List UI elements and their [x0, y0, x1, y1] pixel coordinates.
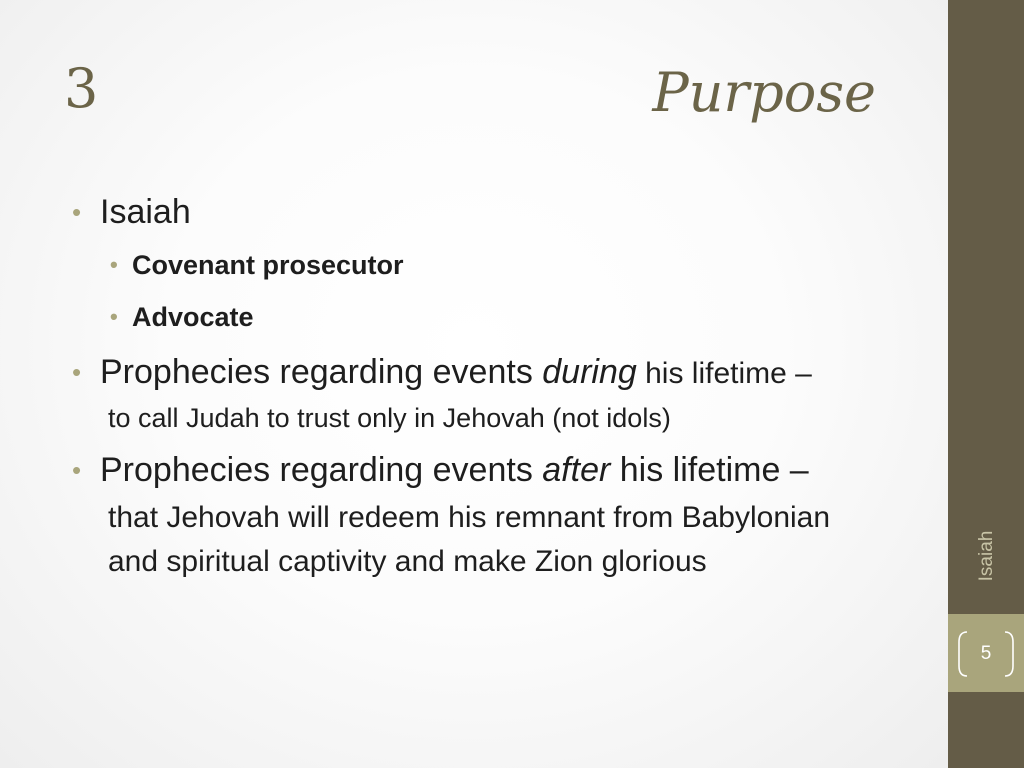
slide-content [72, 190, 902, 596]
bullet-item-isaiah [72, 190, 902, 234]
bullet-item-prophecies-after [72, 448, 902, 492]
bullet-icon: • [72, 357, 82, 387]
sub-bullet-covenant-prosecutor [110, 246, 902, 284]
page-number: 5 [980, 643, 992, 664]
sub-bullet-advocate [110, 298, 902, 336]
bullet-text: Isaiah [100, 193, 191, 231]
emphasis-after: after [542, 451, 611, 489]
bullet-text: Prophecies regarding events [100, 451, 543, 489]
bullet-text: Prophecies regarding events [100, 353, 543, 391]
bullet-icon: • [72, 455, 82, 485]
sub-bullet-text: Advocate [132, 302, 254, 332]
bullet-text-end: his lifetime – [636, 357, 812, 390]
bullet-icon: • [110, 304, 118, 329]
bullet-text-end: his lifetime – [610, 451, 809, 489]
bullet-item-prophecies-during [72, 350, 902, 396]
slide-number-label: 3 [64, 57, 99, 120]
sidebar-footer-label: Isaiah [976, 530, 997, 582]
continuation-text-after: that Jehovah will redeem his remnant from Babylonian and spiritual captivity and make Zion glorious [108, 501, 831, 578]
bullet-icon: • [110, 252, 118, 277]
continuation-text-during: to call Judah to trust only in Jehovah (not idols) [108, 403, 671, 433]
bullet-icon: • [72, 197, 82, 227]
emphasis-during: during [542, 353, 637, 391]
sub-bullet-text: Covenant prosecutor [132, 250, 404, 280]
slide-title: Purpose [652, 61, 876, 124]
